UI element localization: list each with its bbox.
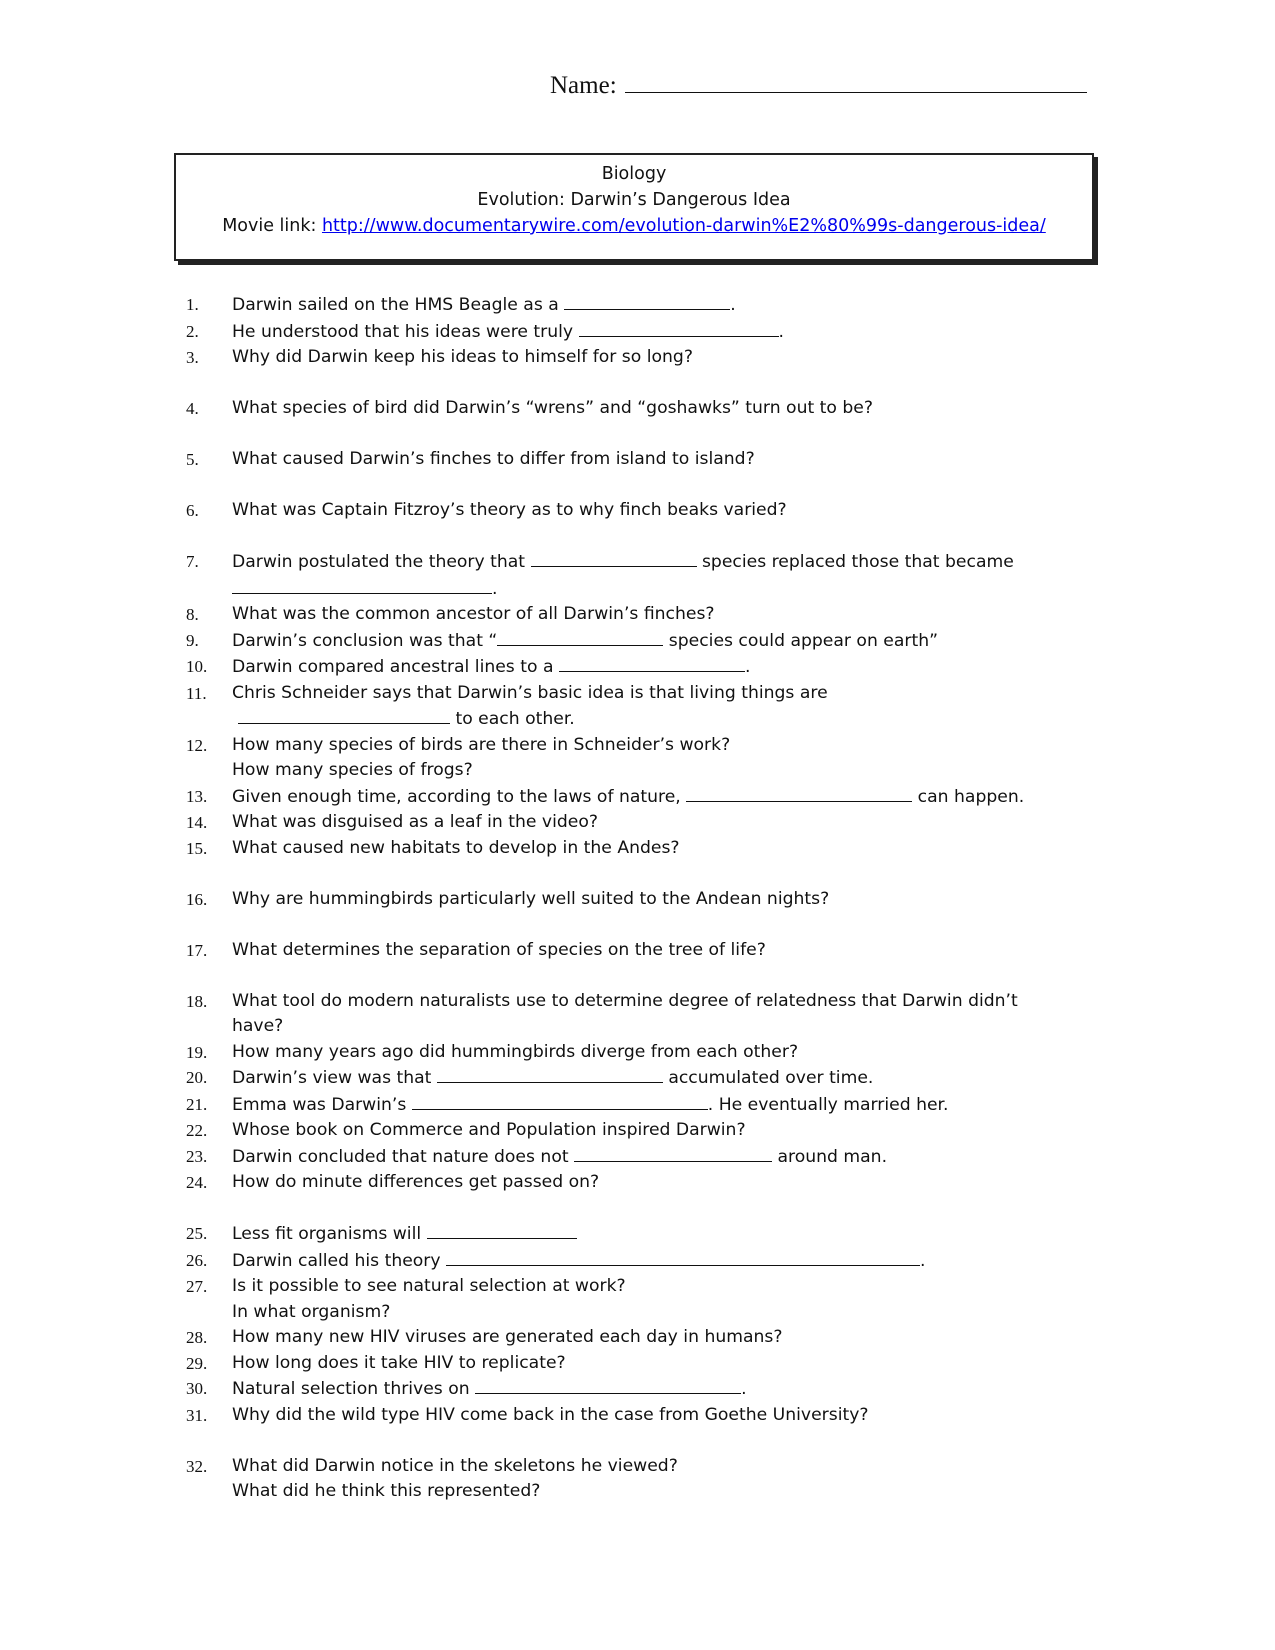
question-number: 31. (186, 1405, 208, 1425)
name-blank[interactable] (625, 72, 1087, 93)
question-19: 19. How many years ago did hummingbirds diverge from each other? (186, 1040, 1086, 1066)
answer-blank[interactable] (579, 319, 779, 337)
question-30: 30. Natural selection thrives on . (186, 1376, 1086, 1403)
question-number: 23. (186, 1146, 208, 1166)
question-4: 4. What species of bird did Darwin’s “wrens” and “goshawks” turn out to be? (186, 396, 1086, 422)
answer-blank[interactable] (238, 706, 450, 724)
question-12: 12. How many species of birds are there in Schneider’s work? How many species of frogs? (186, 734, 731, 780)
question-2: 2. He understood that his ideas were truly . (186, 319, 1086, 346)
question-number: 22. (186, 1121, 208, 1140)
answer-blank[interactable] (497, 628, 663, 646)
question-28: 28. How many new HIV viruses are generated each day in humans? (186, 1325, 1086, 1351)
question-24: 24. How do minute differences get passed on? (186, 1170, 1086, 1196)
question-number: 17. (186, 940, 208, 960)
question-1: 1. Darwin sailed on the HMS Beagle as a . (186, 292, 1086, 319)
question-number: 1. (186, 295, 199, 314)
question-number: 26. (186, 1250, 208, 1270)
question-3: 3. Why did Darwin keep his ideas to himself for so long? (186, 345, 1086, 371)
question-number: 10. (186, 657, 208, 676)
question-number: 4. (186, 399, 199, 418)
question-number: 27. (186, 1277, 208, 1296)
question-number: 8. (186, 605, 199, 624)
question-number: 15. (186, 838, 208, 858)
movie-link[interactable]: http://www.documentarywire.com/evolution-darwin%E2%80%99s-dangerous-idea/ (321, 216, 1046, 236)
question-23: 23. Darwin concluded that nature does not around man. (186, 1144, 1086, 1171)
question-11: 11. Chris Schneider says that Darwin’s basic idea is that living things are to each other. (186, 682, 828, 729)
question-31: 31. Why did the wild type HIV come back in the case from Goethe University? (186, 1403, 1086, 1429)
question-number: 7. (186, 552, 199, 571)
question-13: 13. Given enough time, according to the laws of nature, can happen. (186, 784, 1086, 811)
question-8: 8. What was the common ancestor of all Darwin’s finches? (186, 602, 1086, 628)
question-21: 21. Emma was Darwin’s . He eventually married her. (186, 1092, 1086, 1119)
question-20: 20. Darwin’s view was that accumulated over time. (186, 1065, 1086, 1092)
answer-blank[interactable] (475, 1376, 741, 1394)
name-field[interactable] (550, 72, 1087, 100)
question-32: 32. What did Darwin notice in the skeletons he viewed? What did he think this represented? (186, 1455, 678, 1501)
answer-blank[interactable] (437, 1065, 663, 1083)
header-box (174, 153, 1094, 261)
question-22: 22. Whose book on Commerce and Population inspired Darwin? (186, 1118, 1086, 1144)
question-14: 14. What was disguised as a leaf in the video? (186, 810, 1086, 836)
question-5: 5. What caused Darwin’s finches to differ from island to island? (186, 447, 1086, 473)
question-15: 15. What caused new habitats to develop in the Andes? (186, 836, 1086, 862)
question-10: 10. Darwin compared ancestral lines to a . (186, 654, 1086, 681)
answer-blank[interactable] (412, 1092, 708, 1110)
answer-blank[interactable] (531, 549, 697, 567)
answer-blank[interactable] (564, 292, 730, 310)
worksheet-title: Evolution: Darwin’s Dangerous Idea (477, 190, 791, 210)
question-number: 14. (186, 813, 208, 832)
question-25: 25. Less fit organisms will (186, 1221, 1086, 1248)
question-number: 12. (186, 735, 208, 755)
question-number: 28. (186, 1328, 208, 1347)
question-6: 6. What was Captain Fitzroy’s theory as to why finch beaks varied? (186, 498, 1086, 524)
question-number: 5. (186, 450, 199, 469)
answer-blank[interactable] (232, 576, 492, 594)
question-number: 19. (186, 1042, 208, 1062)
question-17: 17. What determines the separation of species on the tree of life? (186, 938, 1086, 964)
question-7: 7. Darwin postulated the theory that species replaced those that became . (186, 549, 1086, 602)
movie-link-line (176, 213, 1092, 239)
name-label: Name: (550, 72, 617, 99)
question-number: 20. (186, 1068, 208, 1087)
question-number: 21. (186, 1094, 208, 1114)
movie-link-label: Movie link: (222, 216, 317, 236)
question-number: 16. (186, 889, 208, 909)
question-27: 27. Is it possible to see natural selection at work? In what organism? (186, 1276, 626, 1322)
question-number: 29. (186, 1353, 208, 1373)
question-number: 9. (186, 630, 199, 650)
question-number: 30. (186, 1379, 208, 1398)
question-16: 16. Why are hummingbirds particularly well suited to the Andean nights? (186, 887, 1086, 913)
question-number: 13. (186, 786, 208, 806)
question-list (186, 292, 1086, 1505)
question-number: 32. (186, 1456, 208, 1476)
question-29: 29. How long does it take HIV to replicate? (186, 1351, 1086, 1377)
answer-blank[interactable] (559, 654, 745, 672)
question-number: 18. (186, 991, 208, 1011)
question-26: 26. Darwin called his theory . (186, 1248, 1086, 1275)
question-number: 24. (186, 1173, 208, 1192)
answer-blank[interactable] (574, 1144, 772, 1162)
answer-blank[interactable] (446, 1248, 920, 1266)
answer-blank[interactable] (686, 784, 912, 802)
answer-blank[interactable] (427, 1221, 577, 1239)
subject-title: Biology (601, 164, 667, 184)
question-number: 25. (186, 1224, 208, 1243)
question-9: 9. Darwin’s conclusion was that “ species could appear on earth” (186, 628, 1086, 655)
question-number: 3. (186, 348, 199, 367)
question-number: 11. (186, 683, 207, 703)
question-number: 2. (186, 321, 199, 341)
question-number: 6. (186, 501, 199, 520)
question-18: 18. What tool do modern naturalists use to determine degree of relatedness that Darwin didn’t have? (186, 990, 1018, 1036)
